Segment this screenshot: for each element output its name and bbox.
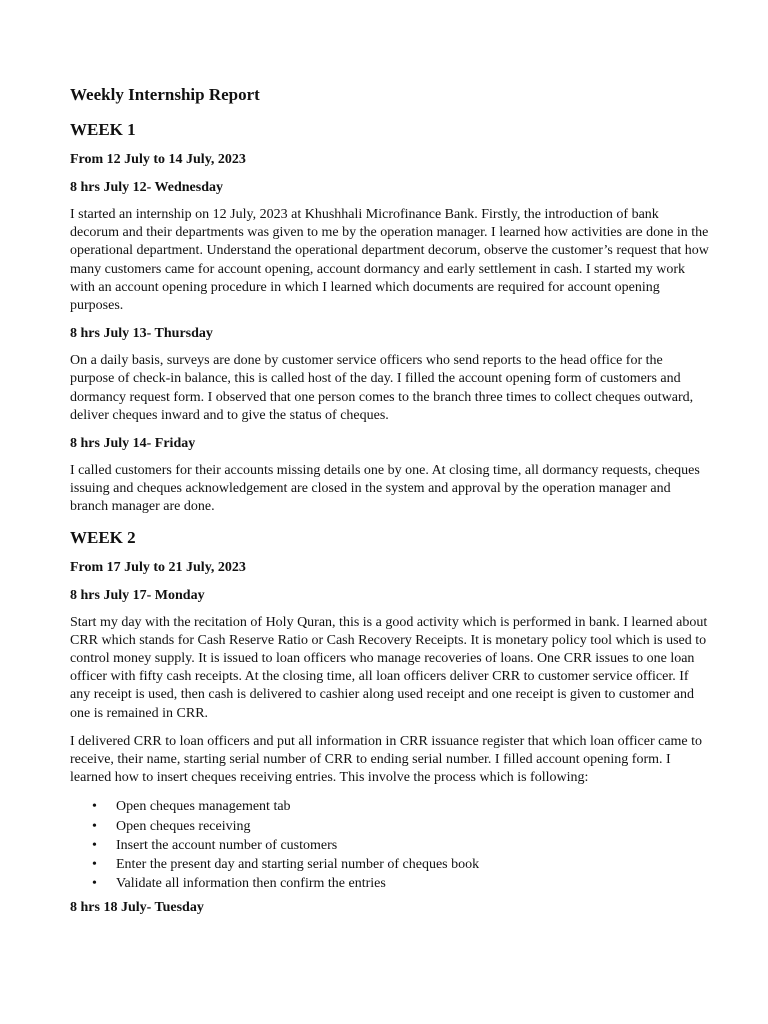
list-item-text: Validate all information then confirm the entries — [116, 876, 386, 892]
bullet-icon: • — [92, 857, 97, 873]
list-item — [70, 874, 710, 893]
paragraph-july-17-b: I delivered CRR to loan officers and put all information in CRR issuance register that which loan officer came to receive, their name, starting serial number of CRR to ending serial number. I filled account opening form. I learned how to insert cheques receiving entries. This involve the process which is following: — [70, 733, 703, 786]
bullet-icon: • — [92, 799, 97, 815]
day-heading-july-18: 8 hrs 18 July- Tuesday — [70, 900, 204, 916]
bullet-icon: • — [92, 818, 97, 834]
list-item-text: Insert the account number of customers — [116, 837, 338, 853]
list-item-text: Open cheques receiving — [116, 818, 251, 834]
day-heading-july-14: 8 hrs July 14- Friday — [70, 436, 196, 452]
document-page — [70, 84, 710, 926]
list-item — [70, 817, 710, 836]
list-item — [70, 855, 710, 874]
paragraph-july-14: I called customers for their accounts missing details one by one. At closing time, all dormancy requests, cheques issuing and cheques acknowledgement are closed in the system and approval by the operation manager and branch manager are done. — [70, 463, 700, 515]
bullet-icon: • — [92, 876, 97, 892]
list-item — [70, 836, 710, 855]
paragraph-july-12: I started an internship on 12 July, 2023 at Khushhali Microfinance Bank. Firstly, the introduction of bank decorum and their departments was given to me by the operation manager. I learned how activities are done in the operational department. Understand the operational department decorum, observe the customer’s request that how many customers came for account opening, account dormancy and early settlement in cash. I started my work with an account opening procedure in which I learned which documents are required for account opening purposes. — [70, 207, 709, 314]
week-1-heading: WEEK 1 — [70, 120, 136, 139]
paragraph-july-13: On a daily basis, surveys are done by customer service officers who send reports to the head office for the purpose of check-in balance, this is called host of the day. I filled the account opening form of customers and dormancy request form. I observed that one person comes to the branch three times to collect cheques outward, deliver cheques inward and to give the status of cheques. — [70, 353, 694, 423]
paragraph-july-17-a: Start my day with the recitation of Holy Quran, this is a good activity which is performed in bank. I learned about CRR which stands for Cash Reserve Ratio or Cash Recovery Receipts. It is monetary policy tool which is used to control money supply. It is issued to loan officers who manage recoveries of loans. One CRR issues to one loan officer with fifty cash receipts. At the closing time, all loan officers deliver CRR to customer service officer. If any receipt is used, then cash is delivered to cashier along used receipt and one receipt is given to customer and one is remained in CRR. — [70, 614, 708, 721]
list-item-text: Open cheques management tab — [116, 799, 291, 815]
bullet-icon: • — [92, 837, 97, 853]
list-item-text: Enter the present day and starting serial number of cheques book — [116, 857, 480, 873]
list-item — [70, 797, 710, 816]
day-heading-july-13: 8 hrs July 13- Thursday — [70, 326, 213, 342]
day-heading-july-17: 8 hrs July 17- Monday — [70, 587, 205, 603]
report-title: Weekly Internship Report — [70, 85, 260, 104]
week-2-heading: WEEK 2 — [70, 527, 136, 547]
week-2-date-range: From 17 July to 21 July, 2023 — [70, 559, 246, 575]
cheque-entry-steps-list — [70, 797, 710, 893]
week-1-date-range: From 12 July to 14 July, 2023 — [70, 152, 246, 167]
day-heading-july-12: 8 hrs July 12- Wednesday — [70, 180, 223, 195]
